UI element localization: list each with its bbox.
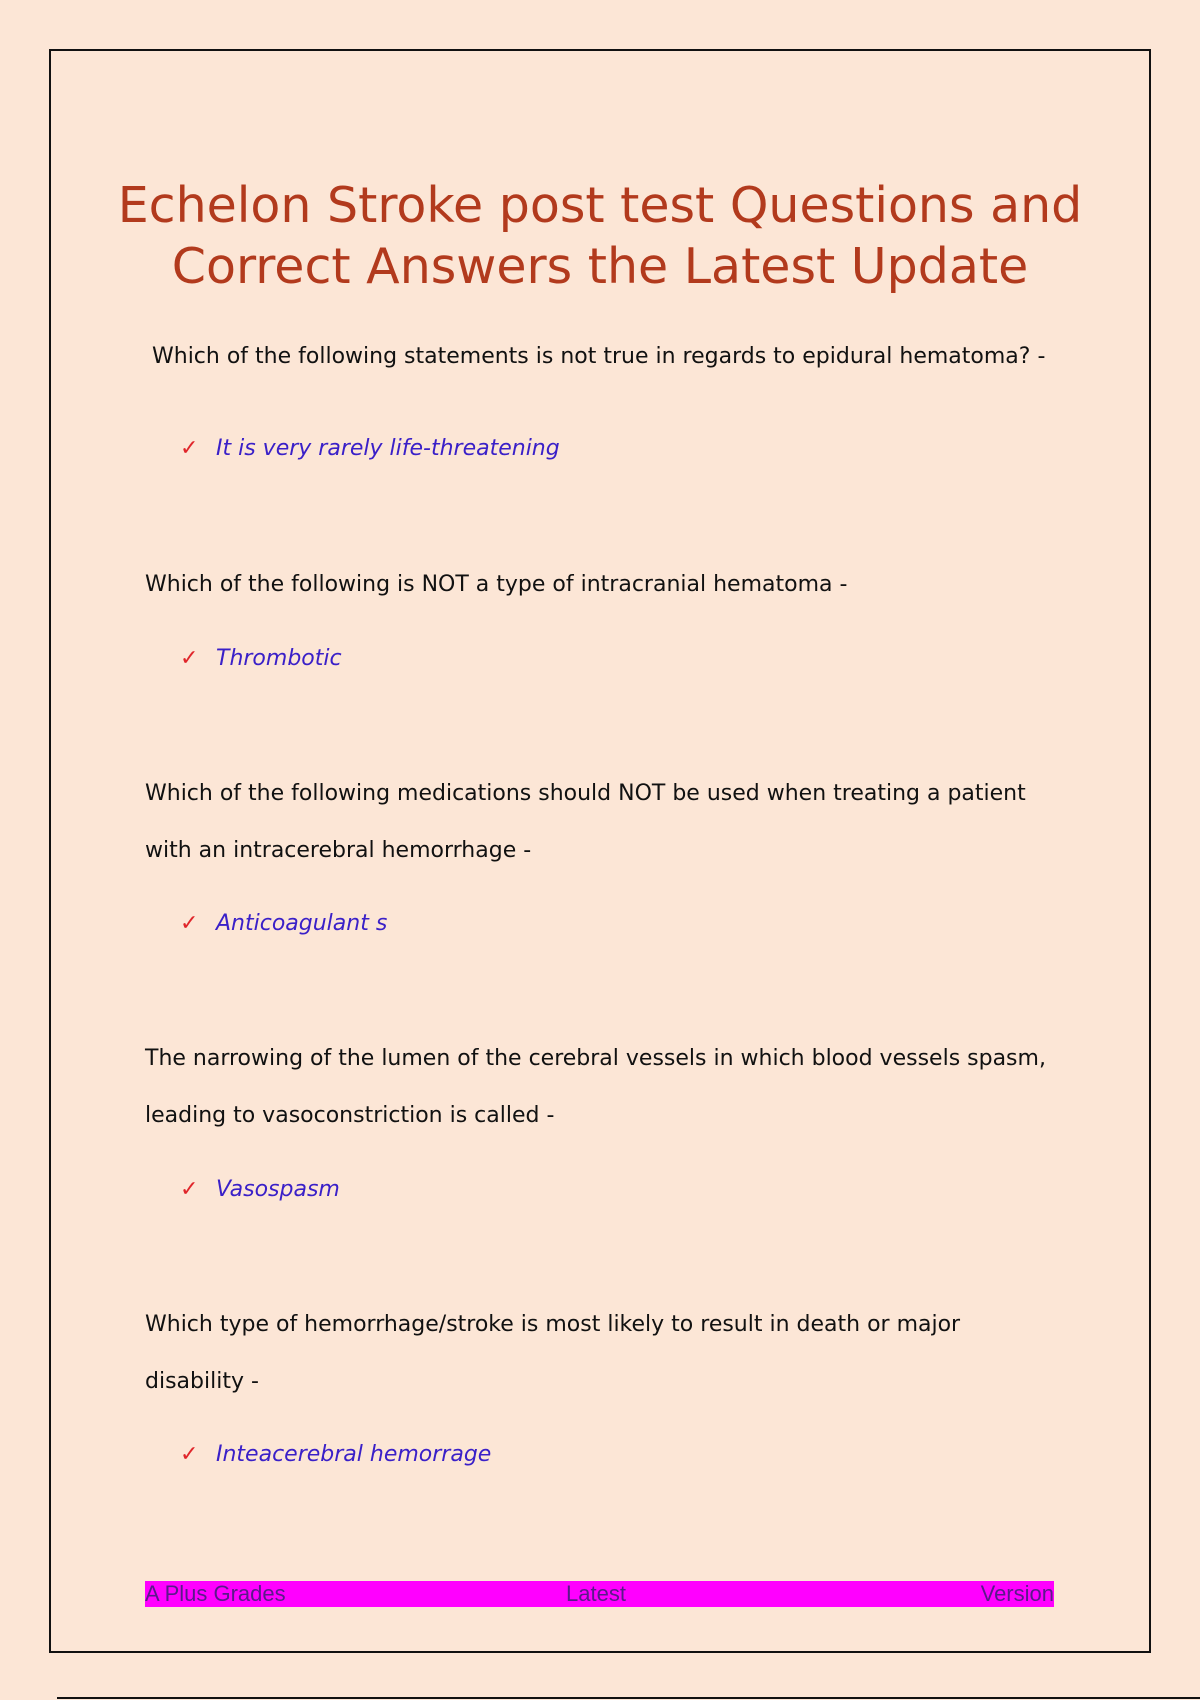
question-2: Which of the following is NOT a type of intracranial hematoma - (145, 572, 848, 597)
answer-3-text: Anticoagulant s (216, 911, 388, 936)
footer-bar (145, 1581, 1054, 1607)
check-icon: ✓ (180, 1442, 199, 1467)
check-icon: ✓ (180, 911, 199, 936)
answer-2 (180, 646, 342, 671)
question-1: Which of the following statements is not true in regards to epidural hematoma? - (152, 344, 1046, 369)
check-icon: ✓ (180, 1177, 199, 1202)
answer-4-text: Vasospasm (216, 1177, 340, 1202)
check-icon: ✓ (180, 436, 199, 461)
next-page-edge (57, 1697, 1200, 1699)
question-5: Which type of hemorrhage/stroke is most likely to result in death or major disability - (145, 1312, 961, 1394)
question-4: The narrowing of the lumen of the cerebral vessels in which blood vessels spasm, leading to vasoconstriction is called - (145, 1046, 1046, 1128)
answer-3 (180, 911, 387, 936)
answer-4 (180, 1177, 340, 1202)
answer-5 (180, 1442, 491, 1467)
answer-1 (180, 436, 560, 461)
footer-left: A Plus Grades (145, 1581, 286, 1606)
footer-middle: Latest (566, 1581, 626, 1606)
footer-right: Version (980, 1581, 1054, 1606)
answer-1-text: It is very rarely life-threatening (216, 436, 560, 461)
check-icon: ✓ (180, 646, 199, 671)
document-title: Echelon Stroke post test Questions and Correct Answers the Latest Update (117, 177, 1083, 295)
answer-5-text: Inteacerebral hemorrage (216, 1442, 492, 1467)
answer-2-text: Thrombotic (216, 646, 342, 671)
question-3: Which of the following medications should NOT be used when treating a patient with an intracerebral hemorrhage - (145, 781, 1026, 863)
